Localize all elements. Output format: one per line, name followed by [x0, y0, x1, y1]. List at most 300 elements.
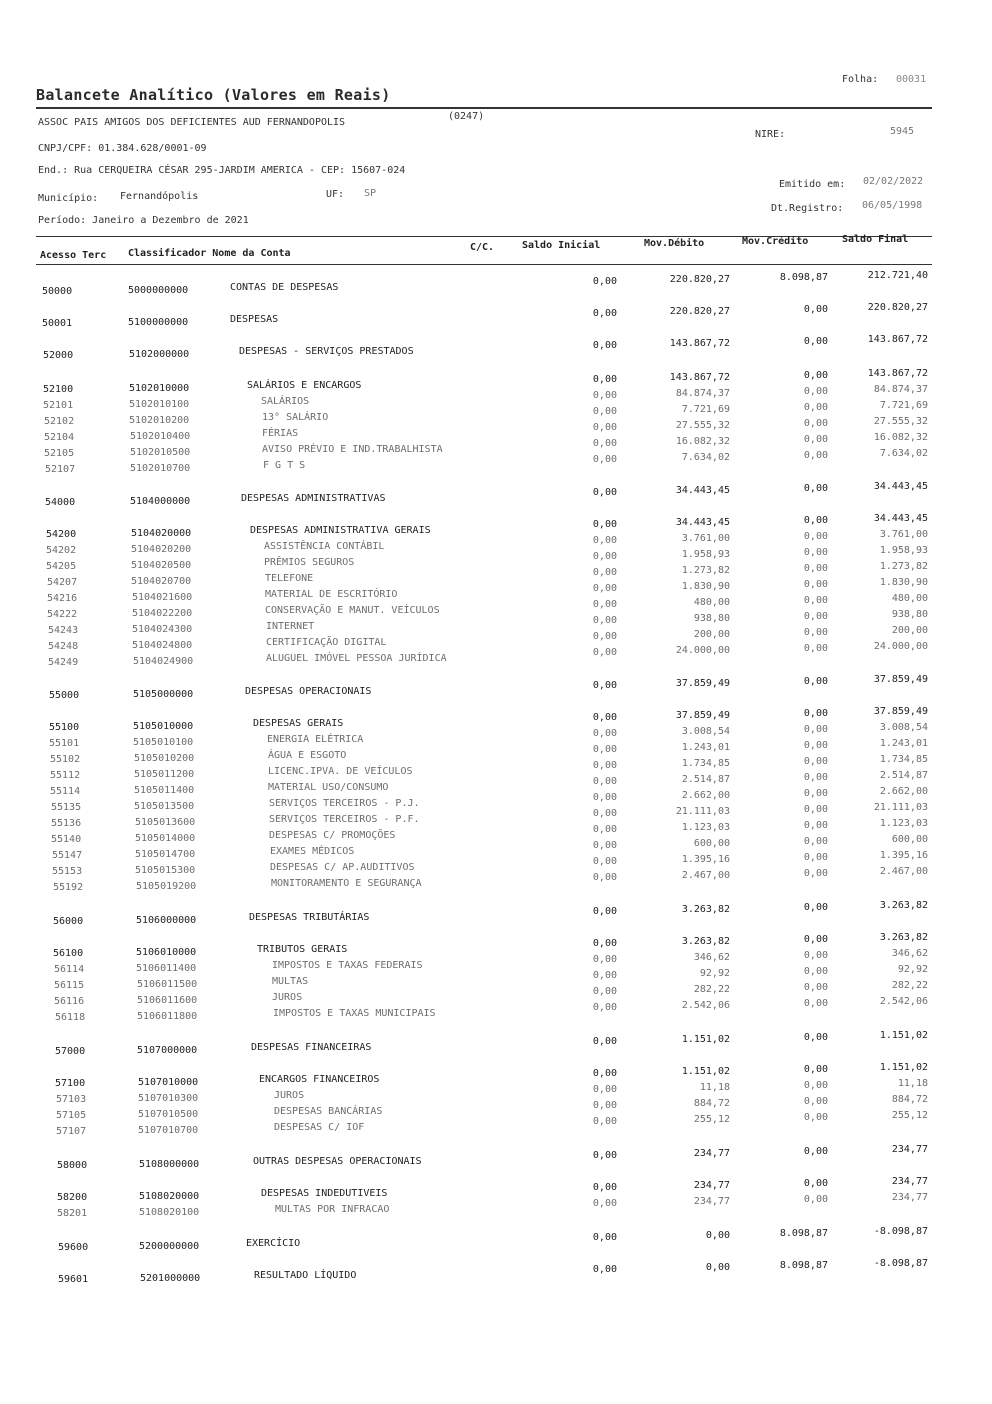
mov-credito: 0,00	[803, 595, 828, 606]
classifier-code: 5107010300	[138, 1093, 199, 1104]
account-code: 50001	[42, 318, 73, 329]
saldo-inicial: 0,00	[592, 308, 617, 319]
mov-credito: 0,00	[803, 450, 828, 461]
classifier-code: 5105010000	[133, 721, 194, 732]
account-name: CONSERVAÇÃO E MANUT. VEÍCULOS	[265, 605, 440, 616]
mov-debito: 27.555,32	[675, 420, 730, 431]
mov-debito: 255,12	[693, 1114, 730, 1125]
account-name: DESPESAS ADMINISTRATIVAS	[241, 493, 386, 504]
classifier-code: 5105019200	[136, 881, 197, 892]
account-code: 55136	[51, 818, 82, 829]
mov-debito: 143.867,72	[669, 338, 730, 349]
saldo-final: 37.859,49	[873, 674, 928, 685]
classifier-code: 5104024300	[132, 624, 193, 635]
classifier-code: 5104020700	[131, 576, 192, 587]
mov-credito: 0,00	[803, 724, 828, 735]
saldo-final: 1.273,82	[879, 561, 928, 572]
classifier-code: 5102010400	[130, 431, 191, 442]
account-name: DESPESAS C/ IOF	[274, 1122, 365, 1133]
saldo-final: 480,00	[891, 593, 928, 604]
account-name: MATERIAL USO/CONSUMO	[268, 782, 389, 793]
account-code: 55112	[50, 770, 81, 781]
saldo-inicial: 0,00	[592, 680, 617, 691]
periodo: Período: Janeiro a Dezembro de 2021	[38, 215, 249, 226]
account-code: 57103	[56, 1094, 87, 1105]
classifier-code: 5106011500	[137, 979, 198, 990]
mov-debito: 3.263,82	[681, 904, 730, 915]
classifier-code: 5105010100	[133, 737, 194, 748]
account-name: LICENC.IPVA. DE VEÍCULOS	[268, 766, 413, 777]
saldo-final: 2.662,00	[879, 786, 928, 797]
mov-credito: 0,00	[803, 434, 828, 445]
mov-debito: 1.830,90	[681, 581, 730, 592]
nire-value: 5945	[890, 126, 915, 137]
saldo-inicial: 0,00	[592, 824, 617, 835]
mov-debito: 2.514,87	[681, 774, 730, 785]
classifier-code: 5102000000	[129, 349, 190, 360]
classifier-code: 5102010000	[129, 383, 190, 394]
saldo-final: 16.082,32	[873, 432, 928, 443]
account-name: DESPESAS ADMINISTRATIVA GERAIS	[250, 525, 431, 536]
mov-debito: 7.634,02	[681, 452, 730, 463]
account-code: 56118	[55, 1012, 86, 1023]
mov-debito: 7.721,69	[681, 404, 730, 415]
classifier-code: 5104000000	[130, 496, 191, 507]
mov-debito: 0,00	[705, 1262, 730, 1273]
classifier-code: 5104024900	[133, 656, 194, 667]
mov-credito: 0,00	[803, 772, 828, 783]
saldo-inicial: 0,00	[592, 872, 617, 883]
mov-credito: 0,00	[803, 304, 828, 315]
account-code: 59601	[58, 1274, 89, 1285]
address: End.: Rua CERQUEIRA CÉSAR 295-JARDIM AMERICA - CEP: 15607-024	[38, 165, 406, 176]
mov-credito: 0,00	[803, 950, 828, 961]
saldo-final: 1.734,85	[879, 754, 928, 765]
saldo-final: 21.111,03	[873, 802, 928, 813]
saldo-inicial: 0,00	[592, 808, 617, 819]
mov-credito: 0,00	[803, 820, 828, 831]
mov-debito: 37.859,49	[675, 710, 730, 721]
table-row	[0, 706, 992, 738]
mov-debito: 220.820,27	[669, 274, 730, 285]
account-name: ASSISTÊNCIA CONTÁBIL	[264, 541, 385, 552]
saldo-final: 255,12	[891, 1110, 928, 1121]
account-name: TELEFONE	[265, 573, 314, 584]
classifier-code: 5105011200	[134, 769, 195, 780]
account-code: 58201	[57, 1208, 88, 1219]
classifier-code: 5104022200	[132, 608, 193, 619]
classifier-code: 5100000000	[128, 317, 189, 328]
saldo-inicial: 0,00	[592, 1264, 617, 1275]
mov-credito: 0,00	[803, 1194, 828, 1205]
saldo-inicial: 0,00	[592, 970, 617, 981]
account-name: DESPESAS TRIBUTÁRIAS	[249, 912, 370, 923]
saldo-inicial: 0,00	[592, 406, 617, 417]
saldo-final: 7.634,02	[879, 448, 928, 459]
saldo-inicial: 0,00	[592, 1068, 617, 1079]
saldo-inicial: 0,00	[592, 567, 617, 578]
cnpj: CNPJ/CPF: 01.384.628/0001-09	[38, 143, 207, 154]
saldo-final: 200,00	[891, 625, 928, 636]
classifier-code: 5102010100	[129, 399, 190, 410]
account-name: ÁGUA E ESGOTO	[268, 750, 347, 761]
account-name: EXAMES MÉDICOS	[270, 846, 355, 857]
table-row	[0, 1176, 992, 1208]
emitido-value: 02/02/2022	[863, 176, 924, 187]
classifier-code: 5000000000	[128, 285, 189, 296]
folha-value: 00031	[896, 74, 927, 85]
saldo-final: 2.514,87	[879, 770, 928, 781]
saldo-inicial: 0,00	[592, 454, 617, 465]
saldo-final: 143.867,72	[867, 368, 928, 379]
saldo-inicial: 0,00	[592, 1182, 617, 1193]
account-code: 55192	[53, 882, 84, 893]
mov-debito: 1.123,03	[681, 822, 730, 833]
account-name: JUROS	[272, 992, 303, 1003]
col-mov-debito: Mov.Débito	[644, 238, 705, 249]
account-code: 52107	[45, 464, 76, 475]
saldo-final: 212.721,40	[867, 270, 928, 281]
account-name: DESPESAS BANCÁRIAS	[274, 1106, 383, 1117]
account-name: DESPESAS GERAIS	[253, 718, 344, 729]
saldo-final: 234,77	[891, 1192, 928, 1203]
account-code: 57100	[55, 1078, 86, 1089]
account-name: DESPESAS FINANCEIRAS	[251, 1042, 372, 1053]
account-code: 54222	[47, 609, 78, 620]
account-code: 54207	[47, 577, 78, 588]
classifier-code: 5105015300	[135, 865, 196, 876]
account-code: 56100	[53, 948, 84, 959]
mov-credito: 0,00	[803, 418, 828, 429]
mov-credito: 0,00	[803, 643, 828, 654]
saldo-final: 234,77	[891, 1144, 928, 1155]
mov-credito: 0,00	[803, 756, 828, 767]
saldo-final: 2.467,00	[879, 866, 928, 877]
saldo-inicial: 0,00	[592, 1150, 617, 1161]
mov-credito: 0,00	[803, 483, 828, 494]
mov-credito: 0,00	[803, 611, 828, 622]
account-name: DESPESAS INDEDUTIVEIS	[261, 1188, 388, 1199]
account-name: SALÁRIOS	[261, 396, 310, 407]
mov-debito: 346,62	[693, 952, 730, 963]
account-name: PRÊMIOS SEGUROS	[264, 557, 355, 568]
account-code: 52104	[44, 432, 75, 443]
classifier-code: 5107010500	[138, 1109, 199, 1120]
account-code: 57000	[55, 1046, 86, 1057]
mov-credito: 0,00	[803, 547, 828, 558]
mov-debito: 2.467,00	[681, 870, 730, 881]
table-row	[0, 1030, 992, 1062]
account-name: DESPESAS	[230, 314, 279, 325]
account-code: 54243	[48, 625, 79, 636]
mov-debito: 1.273,82	[681, 565, 730, 576]
mov-debito: 1.151,02	[681, 1066, 730, 1077]
mov-debito: 2.542,06	[681, 1000, 730, 1011]
mov-debito: 1.958,93	[681, 549, 730, 560]
saldo-final: 282,22	[891, 980, 928, 991]
mov-debito: 143.867,72	[669, 372, 730, 383]
classifier-code: 5106011600	[137, 995, 198, 1006]
account-name: F G T S	[263, 460, 306, 471]
account-name: MONITORAMENTO E SEGURANÇA	[271, 878, 422, 889]
mov-credito: 0,00	[803, 563, 828, 574]
mov-debito: 600,00	[693, 838, 730, 849]
mov-debito: 24.000,00	[675, 645, 730, 656]
classifier-code: 5102010700	[130, 463, 191, 474]
col-saldo-inicial: Saldo Inicial	[522, 240, 601, 251]
table-row	[0, 481, 992, 513]
account-code: 52101	[43, 400, 74, 411]
account-name: IMPOSTOS E TAXAS MUNICIPAIS	[273, 1008, 436, 1019]
saldo-inicial: 0,00	[592, 1084, 617, 1095]
uf-value: SP	[364, 188, 377, 199]
saldo-inicial: 0,00	[592, 856, 617, 867]
saldo-final: 220.820,27	[867, 302, 928, 313]
entity-code: (0247)	[448, 111, 485, 122]
table-row	[0, 1144, 992, 1176]
mov-debito: 938,80	[693, 613, 730, 624]
saldo-inicial: 0,00	[592, 1036, 617, 1047]
mov-credito: 0,00	[803, 676, 828, 687]
account-name: IMPOSTOS E TAXAS FEDERAIS	[272, 960, 423, 971]
classifier-code: 5108020000	[139, 1191, 200, 1202]
classifier-code: 5106011400	[136, 963, 197, 974]
classifier-code: 5104020200	[131, 544, 192, 555]
saldo-inicial: 0,00	[592, 760, 617, 771]
saldo-final: 1.830,90	[879, 577, 928, 588]
classifier-code: 5104020500	[131, 560, 192, 571]
table-row	[0, 513, 992, 545]
account-code: 57105	[56, 1110, 87, 1121]
saldo-inicial: 0,00	[592, 390, 617, 401]
mov-credito: 0,00	[803, 902, 828, 913]
saldo-inicial: 0,00	[592, 906, 617, 917]
mov-debito: 1.243,01	[681, 742, 730, 753]
saldo-inicial: 0,00	[592, 276, 617, 287]
saldo-inicial: 0,00	[592, 1116, 617, 1127]
account-code: 56114	[54, 964, 85, 975]
saldo-final: 84.874,37	[873, 384, 928, 395]
account-name: OUTRAS DESPESAS OPERACIONAIS	[253, 1156, 422, 1167]
mov-credito: 8.098,87	[779, 1260, 828, 1271]
registro-label: Dt.Registro:	[771, 203, 844, 214]
account-name: 13° SALÁRIO	[262, 412, 329, 423]
mov-debito: 92,92	[699, 968, 730, 979]
account-name: DESPESAS C/ AP.AUDITIVOS	[270, 862, 415, 873]
table-row	[0, 368, 992, 400]
saldo-final: 11,18	[897, 1078, 928, 1089]
saldo-inicial: 0,00	[592, 792, 617, 803]
saldo-inicial: 0,00	[592, 615, 617, 626]
account-code: 56115	[54, 980, 85, 991]
saldo-inicial: 0,00	[592, 986, 617, 997]
mov-debito: 1.395,16	[681, 854, 730, 865]
account-code: 55135	[51, 802, 82, 813]
saldo-inicial: 0,00	[592, 535, 617, 546]
account-code: 54248	[48, 641, 79, 652]
saldo-final: 27.555,32	[873, 416, 928, 427]
nire-label: NIRE:	[755, 129, 786, 140]
municipio-value: Fernandópolis	[120, 191, 199, 202]
mov-credito: 0,00	[803, 708, 828, 719]
saldo-inicial: 0,00	[592, 583, 617, 594]
classifier-code: 5105000000	[133, 689, 194, 700]
classifier-code: 5105011400	[134, 785, 195, 796]
account-code: 55114	[50, 786, 81, 797]
mov-credito: 0,00	[803, 1064, 828, 1075]
saldo-inicial: 0,00	[592, 712, 617, 723]
account-code: 54202	[46, 545, 77, 556]
saldo-final: 600,00	[891, 834, 928, 845]
saldo-inicial: 0,00	[592, 744, 617, 755]
mov-credito: 0,00	[803, 515, 828, 526]
saldo-final: 143.867,72	[867, 334, 928, 345]
account-name: FÉRIAS	[262, 428, 299, 439]
table-row	[0, 302, 992, 334]
account-name: MULTAS	[272, 976, 309, 987]
mov-credito: 0,00	[803, 402, 828, 413]
classifier-code: 5107010700	[138, 1125, 199, 1136]
mov-debito: 21.111,03	[675, 806, 730, 817]
table-row	[0, 270, 992, 302]
saldo-final: 884,72	[891, 1094, 928, 1105]
mov-debito: 200,00	[693, 629, 730, 640]
saldo-inicial: 0,00	[592, 1198, 617, 1209]
saldo-inicial: 0,00	[592, 487, 617, 498]
saldo-final: 7.721,69	[879, 400, 928, 411]
saldo-inicial: 0,00	[592, 422, 617, 433]
account-name: ENCARGOS FINANCEIROS	[259, 1074, 380, 1085]
saldo-inicial: 0,00	[592, 519, 617, 530]
saldo-final: 234,77	[891, 1176, 928, 1187]
table-row	[0, 932, 992, 964]
report-title: Balancete Analítico (Valores em Reais)	[36, 86, 391, 104]
mov-debito: 234,77	[693, 1148, 730, 1159]
account-code: 54200	[46, 529, 77, 540]
classifier-code: 5200000000	[139, 1241, 200, 1252]
entity-name: ASSOC PAIS AMIGOS DOS DEFICIENTES AUD FERNANDOPOLIS	[38, 117, 346, 128]
saldo-inicial: 0,00	[592, 954, 617, 965]
col-saldo-final: Saldo Final	[842, 234, 909, 245]
mov-debito: 480,00	[693, 597, 730, 608]
mov-credito: 0,00	[803, 1096, 828, 1107]
account-code: 57107	[56, 1126, 87, 1137]
mov-credito: 0,00	[803, 579, 828, 590]
mov-credito: 0,00	[803, 1112, 828, 1123]
table-row	[0, 1062, 992, 1094]
classifier-code: 5104024800	[132, 640, 193, 651]
saldo-final: 3.761,00	[879, 529, 928, 540]
classifier-code: 5201000000	[140, 1273, 201, 1284]
table-row	[0, 334, 992, 366]
account-code: 54205	[46, 561, 77, 572]
mov-credito: 0,00	[803, 627, 828, 638]
mov-credito: 0,00	[803, 788, 828, 799]
mov-credito: 0,00	[803, 336, 828, 347]
account-code: 52105	[44, 448, 75, 459]
account-name: ENERGIA ELÉTRICA	[267, 734, 364, 745]
account-code: 55140	[51, 834, 82, 845]
account-code: 56116	[54, 996, 85, 1007]
saldo-inicial: 0,00	[592, 728, 617, 739]
account-name: TRIBUTOS GERAIS	[257, 944, 348, 955]
mov-debito: 3.761,00	[681, 533, 730, 544]
mov-debito: 3.263,82	[681, 936, 730, 947]
uf-label: UF:	[326, 189, 345, 200]
mov-credito: 0,00	[803, 804, 828, 815]
col-classificador: Classificador Nome da Conta	[128, 248, 291, 259]
mov-credito: 0,00	[803, 1146, 828, 1157]
saldo-final: 34.443,45	[873, 513, 928, 524]
mov-debito: 884,72	[693, 1098, 730, 1109]
classifier-code: 5105010200	[134, 753, 195, 764]
account-name: DESPESAS - SERVIÇOS PRESTADOS	[239, 346, 414, 357]
saldo-inicial: 0,00	[592, 647, 617, 658]
classifier-code: 5105013600	[135, 817, 196, 828]
account-code: 59600	[58, 1242, 89, 1253]
classifier-code: 5106000000	[136, 915, 197, 926]
classifier-code: 5105013500	[134, 801, 195, 812]
mov-debito: 37.859,49	[675, 678, 730, 689]
mov-credito: 0,00	[803, 852, 828, 863]
table-row	[0, 900, 992, 932]
col-acesso: Acesso Terc	[40, 250, 107, 261]
mov-debito: 234,77	[693, 1196, 730, 1207]
mov-credito: 0,00	[803, 386, 828, 397]
mov-credito: 0,00	[803, 836, 828, 847]
mov-credito: 0,00	[803, 740, 828, 751]
mov-debito: 84.874,37	[675, 388, 730, 399]
account-code: 50000	[42, 286, 73, 297]
account-code: 55100	[49, 722, 80, 733]
saldo-final: 938,80	[891, 609, 928, 620]
account-name: AVISO PRÉVIO E IND.TRABALHISTA	[262, 444, 443, 455]
saldo-final: 3.263,82	[879, 900, 928, 911]
classifier-code: 5104021600	[132, 592, 193, 603]
municipio-label: Município:	[38, 193, 99, 204]
saldo-inicial: 0,00	[592, 776, 617, 787]
classifier-code: 5104020000	[131, 528, 192, 539]
account-name: MATERIAL DE ESCRITÓRIO	[265, 589, 398, 600]
classifier-code: 5102010200	[129, 415, 190, 426]
saldo-final: 1.395,16	[879, 850, 928, 861]
mov-debito: 1.151,02	[681, 1034, 730, 1045]
saldo-inicial: 0,00	[592, 599, 617, 610]
mov-credito: 0,00	[803, 868, 828, 879]
account-code: 52100	[43, 384, 74, 395]
account-code: 55000	[49, 690, 80, 701]
mov-credito: 0,00	[803, 982, 828, 993]
account-code: 52102	[44, 416, 75, 427]
classifier-code: 5105014000	[135, 833, 196, 844]
saldo-inicial: 0,00	[592, 438, 617, 449]
mov-credito: 0,00	[803, 370, 828, 381]
saldo-inicial: 0,00	[592, 840, 617, 851]
account-name: SERVIÇOS TERCEIROS - P.F.	[269, 814, 420, 825]
mov-credito: 0,00	[803, 998, 828, 1009]
account-name: SERVIÇOS TERCEIROS - P.J.	[269, 798, 420, 809]
account-code: 54000	[45, 497, 76, 508]
classifier-code: 5108020100	[139, 1207, 200, 1218]
folha-label: Folha:	[842, 74, 879, 85]
saldo-final: 346,62	[891, 948, 928, 959]
account-name: ALUGUEL IMÓVEL PESSOA JURÍDICA	[266, 653, 447, 664]
account-name: EXERCÍCIO	[246, 1238, 301, 1249]
mov-credito: 8.098,87	[779, 272, 828, 283]
mov-credito: 0,00	[803, 531, 828, 542]
account-name: SALÁRIOS E ENCARGOS	[247, 380, 362, 391]
saldo-inicial: 0,00	[592, 551, 617, 562]
